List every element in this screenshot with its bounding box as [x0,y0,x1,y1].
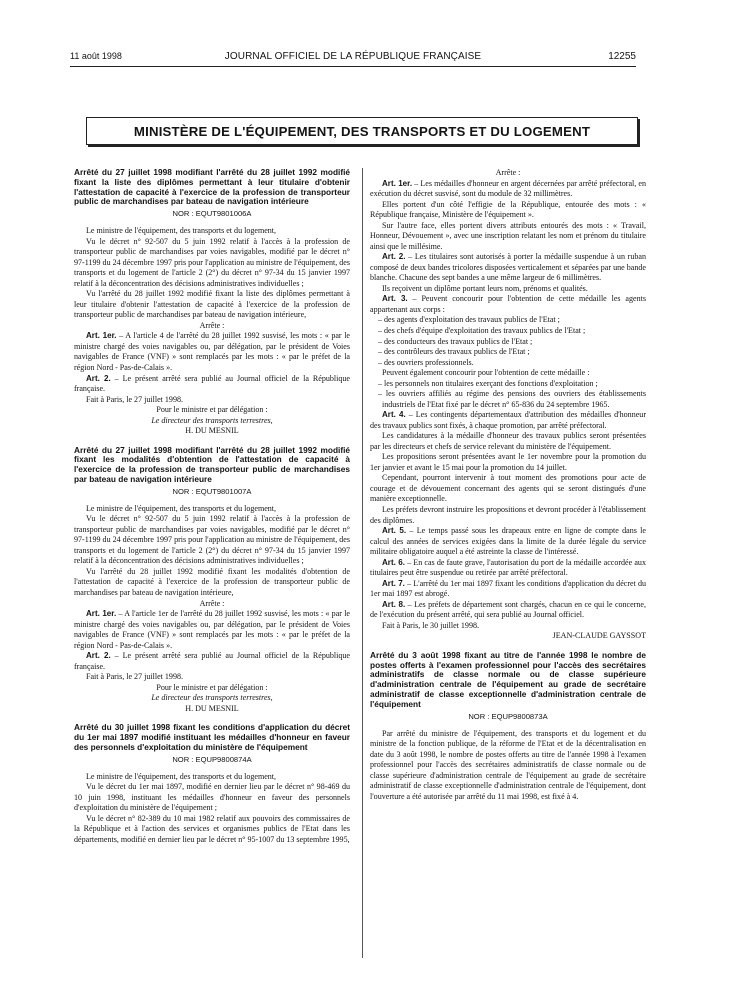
paragraph: Sur l'autre face, elles portent divers attributs entourés des mots : « Travail, Honneur, Dévouement », avec une inscription relatant les nom et prénom du titulaire ainsi que le millésime. [370,220,646,251]
decree-title: Arrêté du 27 juillet 1998 modifiant l'arrêté du 28 juillet 1992 modifié fixant les modalités d'obtention de l'attestation de capacité à l'exercice de la profession de transporteur public de marchandises par bateau de navigation intérieure [74,444,350,485]
article-label: Art. 5. [382,526,407,536]
ministry-banner [86,117,638,145]
article-label: Art. 1er. [86,609,117,619]
list-item: – des agents d'exploitation des travaux publics de l'Etat ; [378,315,560,325]
arrete-heading: Arrête : [199,320,225,330]
paragraph: Les candidatures à la médaille d'honneur des travaux publics seront présentées par les directeurs et chefs de service relevant du ministère de l'équipement. [370,431,646,451]
header-rule [70,66,636,67]
right-column [370,168,646,802]
list-item: – des ouvriers professionnels. [378,357,474,367]
signatory-name: JEAN-CLAUDE GAYSSOT [552,631,646,641]
article-label: Art. 1er. [382,178,413,188]
article [74,374,350,395]
arrete-heading: Arrête : [495,168,521,177]
paragraph: Vu le décret n° 92-507 du 5 juin 1992 relatif à l'accès à la profession de transporteur public de marchandises par voies navigables, modifié par le décret n° 97-1199 du 24 décembre 1997 pris pour l'application au ministre de l'équipement, des transports et du logement de l'article 2 (2°) du décret n° 97-34 du 15 janvier 1997 relatif à la déconcentration des décisions administratives individuelles ; [74,236,350,288]
header-page-number: 12255 [608,51,636,62]
list-item: – les ouvriers affiliés au régime des pensions des ouvriers des établissements industriels de l'Etat fixé par le décret n° 65-836 du 24 septembre 1965. [378,389,646,409]
paragraph: Les préfets devront instruire les propositions et devront procéder à l'établissement des diplômes. [370,505,646,525]
article-text: – Les titulaires sont autorisés à porter la médaille suspendue à un ruban composé de deux bandes tricolores disposées verticalement et séparées par une bande blanche. Chacune des sept bandes a une même largeur de 6 millimètres. [370,252,646,283]
header-journal-title: JOURNAL OFFICIEL DE LA RÉPUBLIQUE FRANÇAISE [224,51,482,62]
signatory-name: H. DU MESNIL [185,426,239,436]
paragraph: Par arrêté du ministre de l'équipement, des transports et du logement et du ministre de la fonction publique, de la réforme de l'Etat et de la décentralisation en date du 3 août 1998, le nombre de postes offerts au titre de l'année 1998 à l'examen professionnel pour l'accès des secrétaires administratifs de classe normale ou de classe supérieure d'administration centrale de l'équipement au grade de secrétaire administratif de classe exceptionnelle d'administration centrale de l'équipement, dont l'ouverture a été autorisée par arrêté du 11 mai 1998, est fixé à 4. [370,728,646,801]
article-label: Art. 3. [382,294,408,304]
article [74,651,350,672]
left-column [74,168,350,845]
article-text: – Peuvent concourir pour l'obtention de cette médaille les agents appartenant aux corps : [370,294,646,314]
article [74,331,350,373]
paragraph: Cependant, pourront intervenir à tout moment des promotions pour acte de courage et de dévouement concernant des agents qui se seront distingués d'une manière exceptionnelle. [370,473,646,504]
article [370,252,646,284]
list-item: – des conducteurs des travaux publics de l'Etat ; [378,336,533,346]
ministry-title: MINISTÈRE DE L'ÉQUIPEMENT, DES TRANSPORTS ET DU LOGEMENT [133,123,591,139]
signature-date: Fait à Paris, le 27 juillet 1998. [86,672,183,682]
page-header [70,51,636,65]
signature-date: Fait à Paris, le 30 juillet 1998. [382,620,479,630]
article-text: – L'arrêté du 1er mai 1897 fixant les conditions d'application du décret du 1er mai 1897 est abrogé. [370,578,647,599]
article-label: Art. 2. [86,651,111,661]
column-divider [362,168,363,958]
article-label: Art. 7. [382,578,405,588]
signature-date: Fait à Paris, le 27 juillet 1998. [86,394,183,404]
paragraph: Vu le décret n° 82-389 du 10 mai 1982 relatif aux pouvoirs des commissaires de la République et à l'action des services et organismes publics de l'Etat dans les départements, modifié en dernier lieu par le décret n° 95-1007 du 13 septembre 1995, [74,813,350,844]
signatory-title: Le directeur des transports terrestres, [151,415,273,425]
article-text: – Le temps passé sous les drapeaux entre en ligne de compte dans le calcul des années de services exigées dans la limite de la durée légale du service militaire obligatoire auquel a été astreinte la classe de l'intéressé. [370,526,646,557]
article [370,179,646,200]
article-label: Art. 1er. [86,331,117,341]
paragraph: Vu l'arrêté du 28 juillet 1992 modifié fixant la liste des diplômes permettant à leur titulaire d'obtenir l'attestation de capacité à l'exercice de la profession de transporteur public de marchandises par bateau de navigation intérieure, [74,289,350,320]
article-text: – En cas de faute grave, l'autorisation du port de la médaille accordée aux titulaires peut être suspendue ou retirée par arrêté préfectoral. [370,557,646,578]
article-text: – Les préfets de département sont chargés, chacun en ce qui le concerne, de l'exécution du présent arrêté, qui sera publié au Journal officiel. [370,599,646,620]
paragraph: Peuvent également concourir pour l'obtention de cette médaille : [382,368,590,378]
paragraph: Le ministre de l'équipement, des transports et du logement, [86,503,277,513]
article-text: – Le présent arrêté sera publié au Journal officiel de la République française. [74,651,350,671]
signatory-title: Le directeur des transports terrestres, [151,693,273,703]
decree-title: Arrêté du 3 août 1998 fixant au titre de l'année 1998 le nombre de postes offerts à l'examen professionnel pour l'accès des secrétaires administratifs de classe normale ou de classe supérieure d'administration centrale de l'équipement au grade de secrétaire administratif de classe exceptionnelle d'administration centrale de l'équipement [370,649,646,709]
article [370,526,646,558]
paragraph: Ils reçoivent un diplôme portant leurs nom, prénoms et qualités. [382,283,588,293]
delegation-line: Pour le ministre et par délégation : [156,682,268,692]
article-text: – A l'article 1er de l'arrêté du 28 juillet 1992 susvisé, les mots : « par le ministre chargé des voies navigables ou, par délégation, par le président de Voies navigables de France (VNF) » sont remplacés par les mots : « par le préfet de la région Nord - Pas-de-Calais ». [74,609,351,650]
article [74,609,350,651]
signatory-name: H. DU MESNIL [185,703,239,713]
paragraph: Elles portent d'un côté l'effigie de la République, entourée des mots : « République française, Ministère de l'équipement ». [370,199,646,220]
delegation-line: Pour le ministre et par délégation : [156,405,268,415]
list-item: – des contrôleurs des travaux publics de l'Etat ; [378,347,530,357]
paragraph: Vu l'arrêté du 28 juillet 1992 modifié fixant les modalités d'obtention de l'attestation de capacité à l'exercice de la profession de transporteur public de marchandises par bateau de navigation intérieure, [74,566,350,597]
nor-reference: NOR : EQUP9800873A [468,711,548,721]
article-text: – Les médailles d'honneur en argent décernées par arrêté préfectoral, en exécution du décret susvisé, sont du module de 32 millimètres. [370,178,646,199]
article-label: Art. 2. [382,252,406,262]
paragraph: Le ministre de l'équipement, des transports et du logement, [86,226,277,236]
article [370,558,646,579]
paragraph: Vu le décret n° 92-507 du 5 juin 1992 relatif à l'accès à la profession de transporteur public de marchandises par voies navigables, modifié par le décret n° 97-1199 du 24 décembre 1997 pris pour l'application au ministre de l'équipement, des transports et du logement de l'article 2 (2°) du décret n° 97-34 du 15 janvier 1997 relatif à la déconcentration des décisions administratives individuelles ; [74,514,350,566]
article [370,410,646,431]
article-label: Art. 4. [382,410,406,420]
decree-title: Arrêté du 27 juillet 1998 modifiant l'arrêté du 28 juillet 1992 modifié fixant la liste des diplômes permettant à leur titulaire d'obtenir l'attestation de capacité à l'exercice de la profession de transporteur public de marchandises par bateau de navigation intérieure [74,167,350,207]
paragraph: Le ministre de l'équipement, des transports et du logement, [86,771,277,781]
decree-title: Arrêté du 30 juillet 1998 fixant les conditions d'application du décret du 1er mai 1897 modifié instituant les médailles d'honneur en faveur des personnels d'exploitation du ministère de l'équipement [74,722,350,752]
article-label: Art. 2. [86,373,111,383]
nor-reference: NOR : EQUP9800874A [172,754,252,764]
list-item: – les personnels non titulaires exerçant des fonctions d'exploitation ; [378,378,598,388]
list-item: – des chefs d'équipe d'exploitation des travaux publics de l'Etat ; [378,325,586,335]
arrete-heading: Arrête : [199,598,225,608]
nor-reference: NOR : EQUT9801007A [172,486,252,496]
article [370,294,646,315]
article-text: – Les contingents départementaux d'attribution des médailles d'honneur des travaux publics sont fixés, à chaque promotion, par arrêté préfectoral. [370,410,646,430]
article-text: – A l'article 4 de l'arrêté du 28 juillet 1992 susvisé, les mots : « par le ministre chargé des voies navigables ou, par délégation, par le président de Voies navigables de France (VNF) » sont remplacés par les mots : « par le préfet de la région Nord - Pas-de-Calais ». [74,331,350,372]
paragraph: Les propositions seront présentées avant le 1er novembre pour la promotion du 1er janvier et avant le 15 mai pour la promotion du 14 juillet. [370,452,646,472]
header-date: 11 août 1998 [70,51,122,61]
article-label: Art. 8. [382,599,406,609]
paragraph: Vu le décret du 1er mai 1897, modifié en dernier lieu par le décret n° 98-469 du 10 juin 1998, instituant les médailles d'honneur en faveur des personnels d'exploitation du ministère de l'équipement ; [74,782,350,813]
article-text: – Le présent arrêté sera publié au Journal officiel de la République française. [74,373,350,394]
article-label: Art. 6. [382,557,405,567]
article [370,579,646,600]
nor-reference: NOR : EQUT9801006A [172,209,252,219]
article [370,600,646,621]
